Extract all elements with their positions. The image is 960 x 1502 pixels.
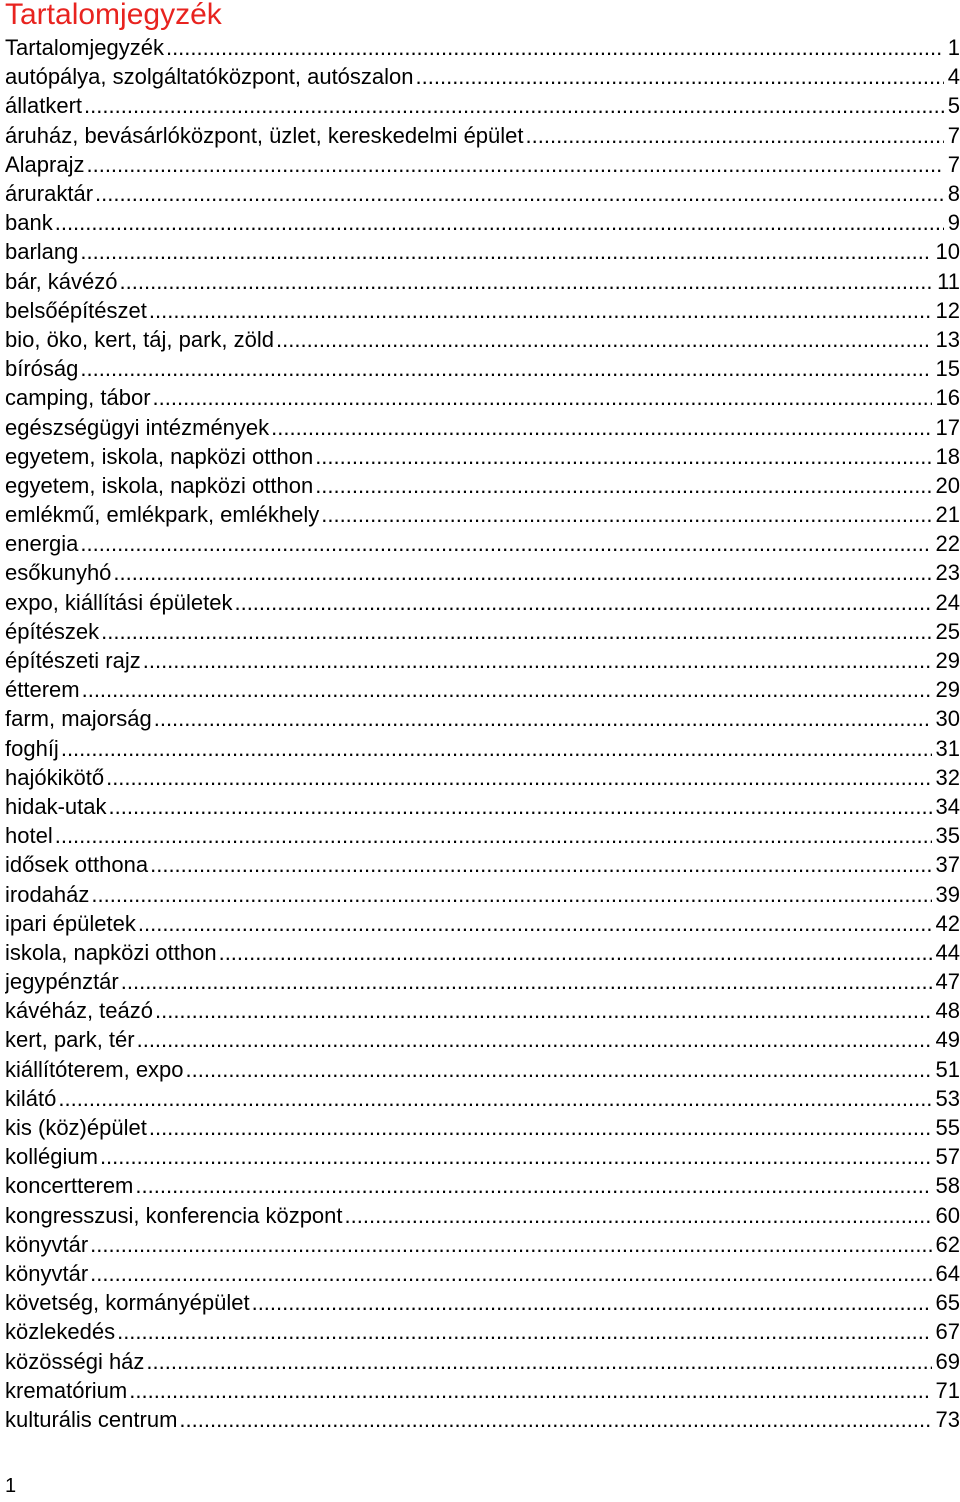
toc-list <box>5 33 960 1434</box>
toc-entry-page: 30 <box>935 706 960 732</box>
toc-entry-page: 60 <box>935 1202 960 1228</box>
toc-entry[interactable] <box>5 1259 960 1288</box>
toc-dot-leader <box>61 734 932 763</box>
toc-dot-leader <box>271 413 931 442</box>
toc-dot-leader <box>80 354 931 383</box>
toc-entry-page: 1 <box>947 35 960 61</box>
toc-entry[interactable] <box>5 646 960 675</box>
toc-dot-leader <box>120 267 934 296</box>
toc-entry-label: ipari épületek <box>5 910 136 936</box>
toc-entry[interactable] <box>5 471 960 500</box>
toc-entry-label: irodaház <box>5 881 90 907</box>
toc-entry[interactable] <box>5 763 960 792</box>
toc-entry[interactable] <box>5 792 960 821</box>
toc-entry-label: foghíj <box>5 735 59 761</box>
toc-entry-page: 29 <box>935 677 960 703</box>
toc-entry-label: kollégium <box>5 1144 98 1170</box>
toc-entry[interactable] <box>5 967 960 996</box>
toc-entry-page: 22 <box>935 531 960 557</box>
toc-dot-leader <box>90 1230 931 1259</box>
toc-dot-leader <box>219 938 932 967</box>
toc-entry[interactable] <box>5 617 960 646</box>
toc-dot-leader <box>138 909 932 938</box>
toc-entry-page: 18 <box>935 443 960 469</box>
toc-entry[interactable] <box>5 1084 960 1113</box>
toc-entry-page: 55 <box>935 1115 960 1141</box>
toc-entry-label: jegypénztár <box>5 969 119 995</box>
toc-dot-leader <box>166 33 944 62</box>
toc-dot-leader <box>95 179 944 208</box>
toc-entry-page: 24 <box>935 589 960 615</box>
toc-dot-leader <box>100 1142 932 1171</box>
toc-entry[interactable] <box>5 1142 960 1171</box>
toc-dot-leader <box>345 1201 932 1230</box>
toc-entry-page: 64 <box>935 1260 960 1286</box>
toc-entry-page: 20 <box>935 472 960 498</box>
toc-entry[interactable] <box>5 267 960 296</box>
toc-entry[interactable] <box>5 675 960 704</box>
toc-dot-leader <box>80 237 931 266</box>
toc-dot-leader <box>113 558 931 587</box>
toc-entry-page: 13 <box>935 326 960 352</box>
toc-dot-leader <box>143 646 932 675</box>
toc-entry-label: egészségügyi intézmények <box>5 414 270 440</box>
toc-entry-page: 8 <box>947 181 960 207</box>
toc-entry-label: bíróság <box>5 356 79 382</box>
toc-entry-label: építészek <box>5 618 100 644</box>
toc-dot-leader <box>155 996 932 1025</box>
toc-entry-label: kiállítóterem, expo <box>5 1056 184 1082</box>
toc-dot-leader <box>150 850 931 879</box>
toc-dot-leader <box>135 1171 931 1200</box>
toc-entry-label: hotel <box>5 823 53 849</box>
toc-entry-label: étterem <box>5 677 80 703</box>
toc-dot-leader <box>84 91 944 120</box>
toc-entry[interactable] <box>5 1201 960 1230</box>
toc-entry[interactable] <box>5 237 960 266</box>
toc-dot-leader <box>149 296 932 325</box>
toc-entry[interactable] <box>5 500 960 529</box>
toc-entry[interactable] <box>5 879 960 908</box>
toc-entry[interactable] <box>5 208 960 237</box>
toc-entry[interactable] <box>5 850 960 879</box>
toc-entry[interactable] <box>5 821 960 850</box>
toc-entry[interactable] <box>5 996 960 1025</box>
toc-dot-leader <box>154 704 932 733</box>
toc-entry-page: 12 <box>935 297 960 323</box>
toc-entry[interactable] <box>5 62 960 91</box>
toc-dot-leader <box>109 792 932 821</box>
toc-entry-page: 48 <box>935 998 960 1024</box>
toc-entry-label: építészeti rajz <box>5 648 141 674</box>
toc-dot-leader <box>149 1113 932 1142</box>
toc-entry-page: 11 <box>937 268 960 294</box>
toc-entry-page: 35 <box>935 823 960 849</box>
toc-entry-page: 67 <box>935 1319 960 1345</box>
toc-entry-page: 29 <box>935 648 960 674</box>
toc-entry[interactable] <box>5 91 960 120</box>
toc-entry-page: 7 <box>947 151 960 177</box>
toc-dot-leader <box>146 1347 931 1376</box>
toc-dot-leader <box>121 967 932 996</box>
toc-entry[interactable] <box>5 588 960 617</box>
toc-entry-page: 73 <box>935 1406 960 1432</box>
toc-entry[interactable] <box>5 1113 960 1142</box>
toc-entry-label: hidak-utak <box>5 793 107 819</box>
toc-dot-leader <box>117 1317 931 1346</box>
toc-entry[interactable] <box>5 383 960 412</box>
toc-entry-label: áruraktár <box>5 181 94 207</box>
toc-entry-label: krematórium <box>5 1377 128 1403</box>
toc-entry-page: 5 <box>947 93 960 119</box>
toc-entry-page: 51 <box>935 1056 960 1082</box>
toc-entry-page: 4 <box>947 64 960 90</box>
toc-entry[interactable] <box>5 1405 960 1434</box>
toc-entry-page: 65 <box>935 1290 960 1316</box>
toc-entry[interactable] <box>5 529 960 558</box>
toc-entry[interactable] <box>5 1317 960 1346</box>
toc-entry-page: 16 <box>935 385 960 411</box>
toc-dot-leader <box>276 325 931 354</box>
toc-entry-page: 71 <box>935 1377 960 1403</box>
toc-dot-leader <box>55 208 944 237</box>
toc-entry[interactable] <box>5 33 960 62</box>
toc-dot-leader <box>416 62 944 91</box>
toc-entry-label: könyvtár <box>5 1231 89 1257</box>
toc-entry[interactable] <box>5 1171 960 1200</box>
toc-entry-label: közösségi ház <box>5 1348 145 1374</box>
toc-dot-leader <box>101 617 931 646</box>
toc-entry-page: 44 <box>935 939 960 965</box>
toc-entry-label: egyetem, iskola, napközi otthon <box>5 472 314 498</box>
toc-entry-page: 49 <box>935 1027 960 1053</box>
toc-dot-leader <box>129 1376 931 1405</box>
toc-entry-label: barlang <box>5 239 79 265</box>
toc-dot-leader <box>321 500 931 529</box>
toc-entry-label: koncertterem <box>5 1173 134 1199</box>
toc-dot-leader <box>252 1288 932 1317</box>
toc-entry-label: kávéház, teázó <box>5 998 153 1024</box>
toc-dot-leader <box>137 1025 932 1054</box>
toc-entry-label: hajókikötő <box>5 764 105 790</box>
toc-entry-label: könyvtár <box>5 1260 89 1286</box>
toc-dot-leader <box>58 1084 931 1113</box>
toc-entry-label: egyetem, iskola, napközi otthon <box>5 443 314 469</box>
toc-entry-page: 53 <box>935 1085 960 1111</box>
page-number: 1 <box>5 1475 17 1497</box>
toc-entry-label: kulturális centrum <box>5 1406 178 1432</box>
toc-entry-label: kongresszusi, konferencia központ <box>5 1202 343 1228</box>
toc-entry[interactable] <box>5 704 960 733</box>
toc-entry-label: bio, öko, kert, táj, park, zöld <box>5 326 275 352</box>
toc-entry-label: expo, kiállítási épületek <box>5 589 233 615</box>
toc-dot-leader <box>315 442 931 471</box>
toc-entry-page: 7 <box>947 122 960 148</box>
toc-entry[interactable] <box>5 1025 960 1054</box>
toc-entry[interactable] <box>5 1230 960 1259</box>
toc-entry-page: 69 <box>935 1348 960 1374</box>
toc-heading: Tartalomjegyzék <box>5 0 222 31</box>
toc-entry-page: 47 <box>935 969 960 995</box>
toc-entry-label: farm, majorság <box>5 706 152 732</box>
toc-dot-leader <box>186 1055 932 1084</box>
toc-entry[interactable] <box>5 412 960 441</box>
toc-entry-label: camping, tábor <box>5 385 151 411</box>
toc-entry-page: 9 <box>947 210 960 236</box>
toc-entry-page: 17 <box>935 414 960 440</box>
toc-entry-label: bár, kávézó <box>5 268 118 294</box>
toc-entry[interactable] <box>5 121 960 150</box>
toc-entry-label: idősek otthona <box>5 852 149 878</box>
toc-entry-page: 34 <box>935 793 960 819</box>
toc-entry-label: kert, park, tér <box>5 1027 135 1053</box>
toc-dot-leader <box>315 471 931 500</box>
toc-entry-page: 32 <box>935 764 960 790</box>
toc-entry[interactable] <box>5 558 960 587</box>
toc-entry[interactable] <box>5 1288 960 1317</box>
toc-entry-page: 42 <box>935 910 960 936</box>
toc-entry-page: 37 <box>935 852 960 878</box>
toc-entry[interactable] <box>5 734 960 763</box>
toc-entry-label: energia <box>5 531 79 557</box>
toc-entry-label: emlékmű, emlékpark, emlékhely <box>5 502 320 528</box>
toc-entry-page: 21 <box>935 502 960 528</box>
toc-entry[interactable] <box>5 442 960 471</box>
toc-entry-label: közlekedés <box>5 1319 116 1345</box>
toc-entry-label: iskola, napközi otthon <box>5 939 217 965</box>
toc-dot-leader <box>90 1259 931 1288</box>
toc-entry-page: 23 <box>935 560 960 586</box>
toc-entry-label: kilátó <box>5 1085 57 1111</box>
toc-dot-leader <box>82 675 932 704</box>
toc-dot-leader <box>86 150 943 179</box>
toc-entry-page: 25 <box>935 618 960 644</box>
toc-dot-leader <box>526 121 944 150</box>
toc-dot-leader <box>55 821 932 850</box>
toc-entry-label: áruház, bevásárlóközpont, üzlet, kereskedelmi épület <box>5 122 524 148</box>
toc-entry-label: kis (köz)épület <box>5 1115 147 1141</box>
toc-entry[interactable] <box>5 909 960 938</box>
toc-entry-label: Tartalomjegyzék <box>5 35 164 61</box>
toc-entry-page: 57 <box>935 1144 960 1170</box>
toc-entry-page: 39 <box>935 881 960 907</box>
toc-dot-leader <box>106 763 931 792</box>
toc-entry-page: 15 <box>935 356 960 382</box>
toc-entry[interactable] <box>5 1376 960 1405</box>
toc-entry-page: 31 <box>935 735 960 761</box>
toc-entry-page: 10 <box>935 239 960 265</box>
toc-dot-leader <box>179 1405 931 1434</box>
toc-entry[interactable] <box>5 150 960 179</box>
toc-entry-label: követség, kormányépület <box>5 1290 250 1316</box>
toc-entry[interactable] <box>5 938 960 967</box>
toc-entry-label: belsőépítészet <box>5 297 147 323</box>
toc-entry[interactable] <box>5 296 960 325</box>
toc-entry-label: Alaprajz <box>5 151 85 177</box>
toc-entry-page: 58 <box>935 1173 960 1199</box>
toc-entry-label: autópálya, szolgáltatóközpont, autószalon <box>5 64 414 90</box>
toc-entry[interactable] <box>5 1055 960 1084</box>
toc-entry-label: állatkert <box>5 93 83 119</box>
toc-entry-label: bank <box>5 210 53 236</box>
toc-dot-leader <box>91 880 931 909</box>
toc-dot-leader <box>153 383 932 412</box>
toc-entry-page: 62 <box>935 1231 960 1257</box>
toc-entry[interactable] <box>5 1346 960 1375</box>
toc-dot-leader <box>80 529 931 558</box>
toc-entry-label: esőkunyhó <box>5 560 112 586</box>
toc-entry[interactable] <box>5 325 960 354</box>
toc-entry[interactable] <box>5 179 960 208</box>
toc-entry[interactable] <box>5 354 960 383</box>
toc-dot-leader <box>234 588 931 617</box>
